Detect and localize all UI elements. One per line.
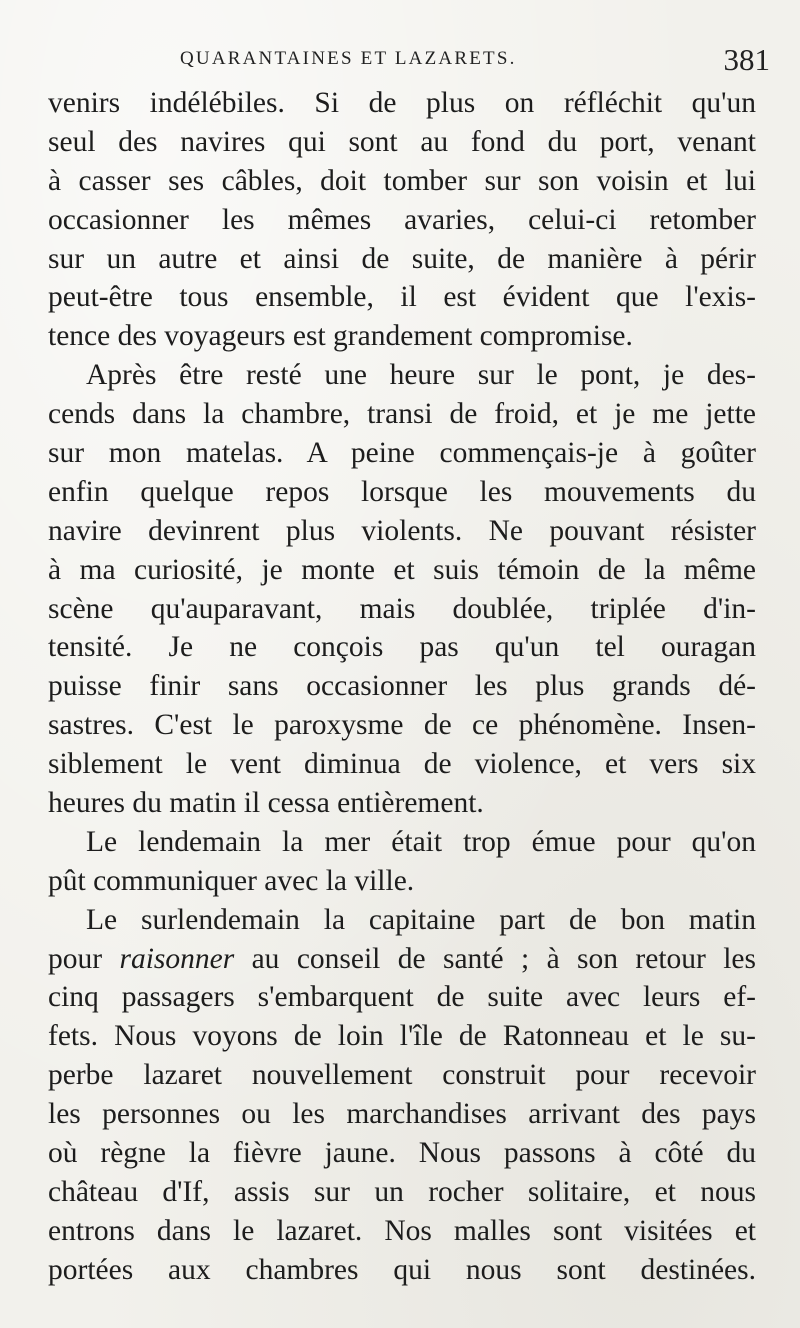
body-text [48, 84, 756, 1290]
text-line: château d'If, assis sur un rocher solitaire, et nous [48, 1175, 756, 1208]
text-line: où règne la fièvre jaune. Nous passons à côté du [48, 1137, 756, 1170]
text-line: portées aux chambres qui nous sont destinées. [48, 1253, 756, 1286]
text-line: perbe lazaret nouvellement construit pour recevoir [48, 1059, 756, 1092]
text-line: Le surlendemain la capitaine part de bon matin [86, 903, 756, 936]
text-line: cends dans la chambre, transi de froid, et je me jette [48, 398, 756, 431]
text-line: scène qu'auparavant, mais doublée, triplée d'in- [48, 592, 756, 625]
text-line: sastres. C'est le paroxysme de ce phénomène. Insen- [48, 709, 756, 742]
text-line: cinq passagers s'embarquent de suite avec leurs ef- [48, 981, 756, 1014]
text-line: Après être resté une heure sur le pont, je des- [86, 359, 756, 392]
text-line: heures du matin il cessa entièrement. [48, 787, 484, 820]
text-line: fets. Nous voyons de loin l'île de Ratonneau et le su- [48, 1020, 756, 1053]
text-segment: pour [48, 942, 120, 975]
text-line: à casser ses câbles, doit tomber sur son voisin et lui [48, 164, 756, 197]
text-line: tensité. Je ne conçois pas qu'un tel ouragan [48, 631, 756, 664]
text-line: sur mon matelas. A peine commençais-je à goûter [48, 437, 756, 470]
text-line: tence des voyageurs est grandement compromise. [48, 320, 633, 353]
text-line: Le lendemain la mer était trop émue pour qu'on [86, 825, 756, 858]
text-line: enfin quelque repos lorsque les mouvements du [48, 475, 756, 508]
text-line: venirs indélébiles. Si de plus on réfléchit qu'un [48, 87, 756, 119]
text-line: sur un autre et ainsi de suite, de manière à périr [48, 242, 756, 275]
text-line: entrons dans le lazaret. Nos malles sont visitées et [48, 1214, 756, 1247]
page-header [180, 42, 770, 82]
text-line: seul des navires qui sont au fond du port, venant [48, 125, 756, 158]
text-line: les personnes ou les marchandises arrivant des pays [48, 1098, 756, 1131]
text-line: puisse finir sans occasionner les plus grands dé- [48, 670, 756, 703]
text-line: siblement le vent diminua de violence, et vers six [48, 748, 756, 781]
text-line: occasionner les mêmes avaries, celui-ci retomber [48, 203, 756, 236]
running-title: QUARANTAINES ET LAZARETS. [180, 48, 517, 69]
text-line: peut-être tous ensemble, il est évident que l'exis- [48, 281, 756, 314]
text-line: navire devinrent plus violents. Ne pouvant résister [48, 514, 756, 547]
text-line [48, 940, 756, 979]
text-line: à ma curiosité, je monte et suis témoin de la même [48, 553, 756, 586]
italic-word: raisonner [119, 942, 235, 975]
text-line: pût communiquer avec la ville. [48, 864, 415, 897]
page-number: 381 [723, 42, 770, 77]
text-segment: au conseil de santé ; à son retour les [234, 942, 756, 975]
